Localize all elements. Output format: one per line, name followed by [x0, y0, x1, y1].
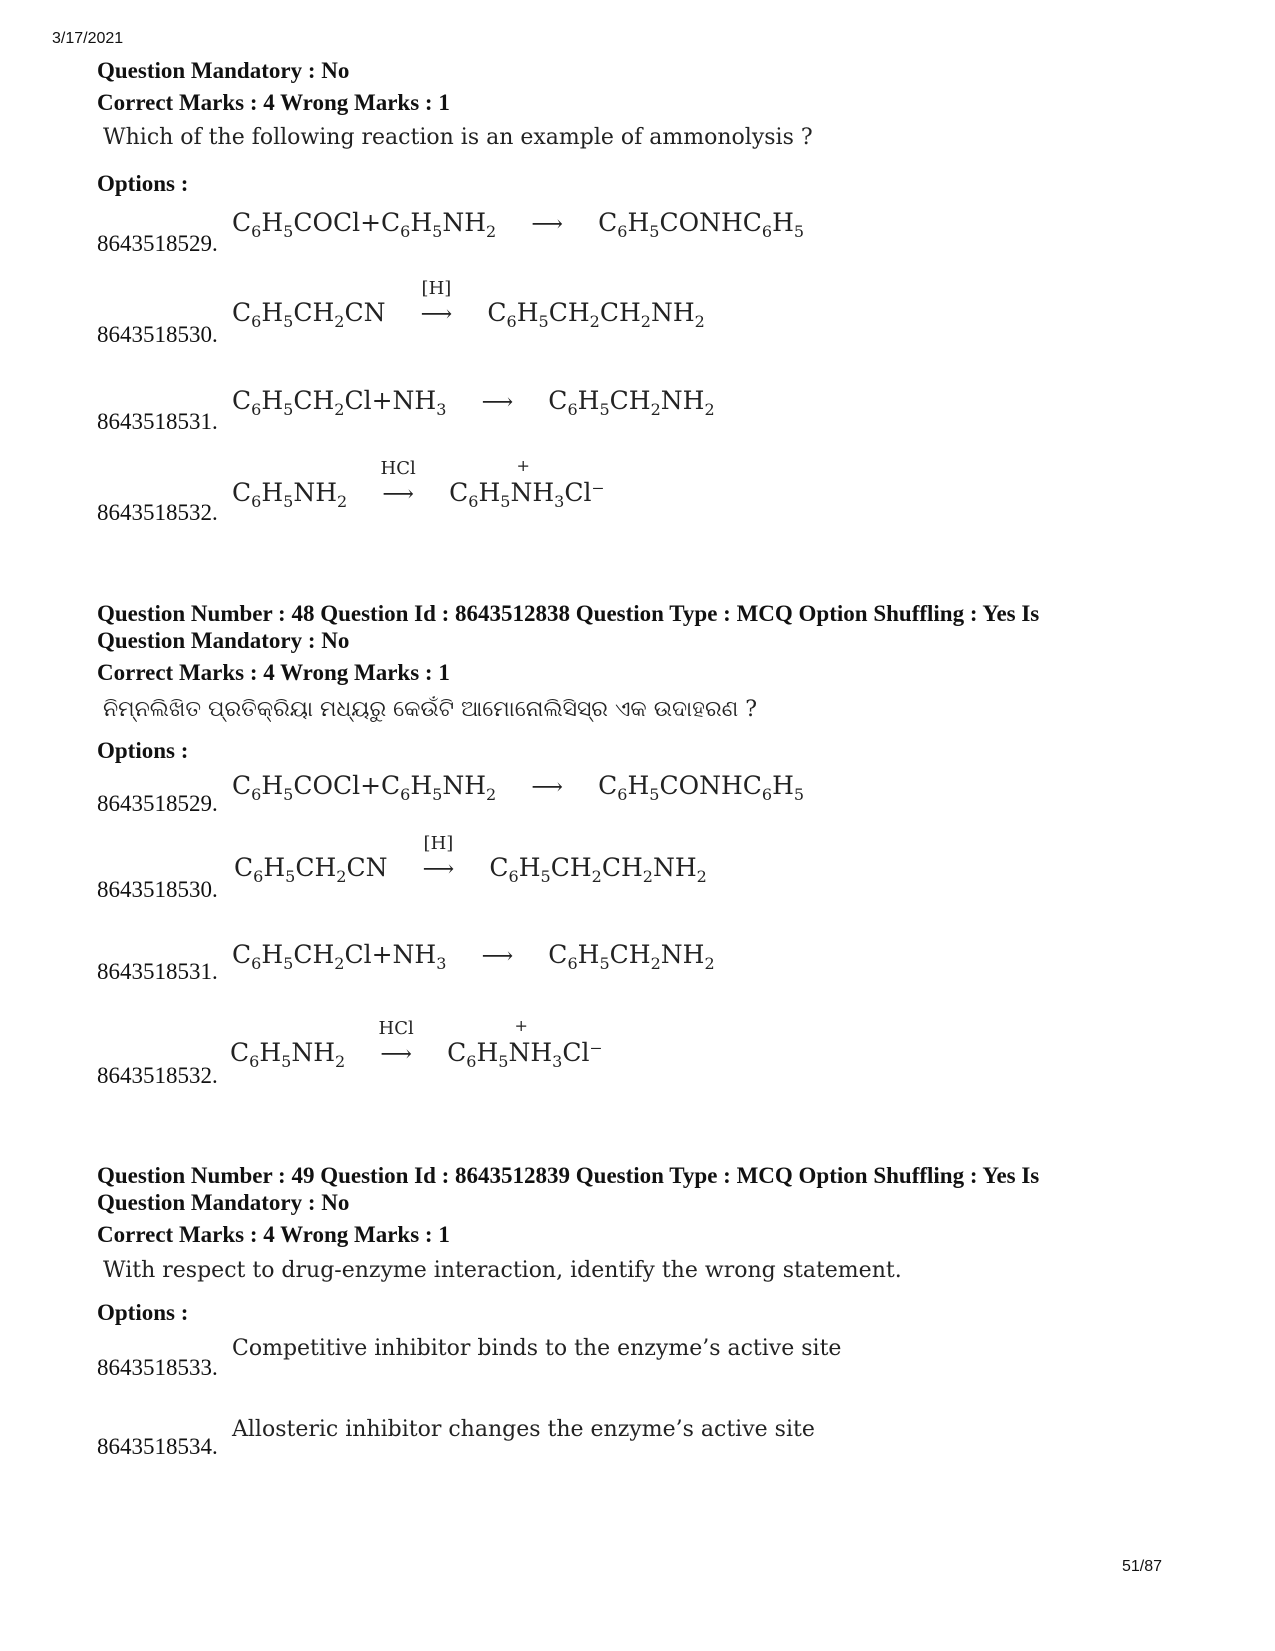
q49-options-label: Options :	[97, 1300, 189, 1325]
q48-option-formula: $C_6H_5CH_2CN$ [H] ⟶ $C_6H_5CH_2CH_2NH_2$	[234, 833, 707, 886]
q47-question-text: Which of the following reaction is an example of ammonolysis ?	[103, 125, 813, 150]
q48-option-formula: $C_6H_5CH_2Cl+NH_3$ ⟶ $C_6H_5CH_2NH_2$	[232, 940, 715, 973]
q47-option-id: 8643518530.	[97, 322, 218, 347]
q48-header: Question Number : 48 Question Id : 8643512838 Question Type : MCQ Option Shuffling : Yes Is	[97, 601, 1040, 626]
q47-option-id: 8643518532.	[97, 500, 218, 525]
q47-mandatory: Question Mandatory : No	[97, 58, 350, 83]
q48-marks: Correct Marks : 4 Wrong Marks : 1	[97, 660, 450, 685]
q48-option-formula: $C_6H_5NH_2$ HCl ⟶ $C_6H_5$ + $NH_3Cl^-$	[230, 1016, 603, 1071]
page-number: 51/87	[1122, 1558, 1163, 1575]
q47-option-formula: $C_6H_5COCl+C_6H_5NH_2$ ⟶ $C_6H_5CONHC_6H_5$	[232, 208, 805, 241]
q47-option-id: 8643518531.	[97, 409, 218, 434]
q49-question-text: With respect to drug-enzyme interaction, identify the wrong statement.	[103, 1258, 902, 1283]
q49-marks: Correct Marks : 4 Wrong Marks : 1	[97, 1222, 450, 1247]
q49-option-text: Competitive inhibitor binds to the enzyme’s active site	[232, 1336, 842, 1361]
q49-mandatory: Question Mandatory : No	[97, 1190, 350, 1215]
q47-option-formula: $C_6H_5CH_2Cl+NH_3$ ⟶ $C_6H_5CH_2NH_2$	[232, 386, 715, 419]
q47-options-label: Options :	[97, 171, 189, 196]
q48-question-text: ନିମ୍ନଲିଖିତ ପ୍ରତିକ୍ରିୟା ମଧ୍ୟରୁ କେଉଁଟି ଆମୋନୋଲିସିସ୍‌ର ଏକ ଉଦାହରଣ ?	[103, 697, 758, 722]
q48-option-id: 8643518530.	[97, 877, 218, 902]
q47-option-id: 8643518529.	[97, 231, 218, 256]
q49-option-id: 8643518534.	[97, 1434, 218, 1459]
q47-marks: Correct Marks : 4 Wrong Marks : 1	[97, 90, 450, 115]
q48-option-formula: $C_6H_5COCl+C_6H_5NH_2$ ⟶ $C_6H_5CONHC_6H_5$	[232, 771, 805, 804]
q47-option-formula: $C_6H_5NH_2$ HCl ⟶ $C_6H_5$ + $NH_3Cl^-$	[232, 456, 605, 511]
q48-mandatory: Question Mandatory : No	[97, 628, 350, 653]
q49-option-id: 8643518533.	[97, 1355, 218, 1380]
q49-header: Question Number : 49 Question Id : 8643512839 Question Type : MCQ Option Shuffling : Yes Is	[97, 1163, 1040, 1188]
print-date: 3/17/2021	[52, 30, 124, 47]
q48-option-id: 8643518531.	[97, 959, 218, 984]
q48-options-label: Options :	[97, 738, 189, 763]
q47-option-formula: $C_6H_5CH_2CN$ [H] ⟶ $C_6H_5CH_2CH_2NH_2$	[232, 278, 705, 331]
q48-option-id: 8643518532.	[97, 1063, 218, 1088]
q48-option-id: 8643518529.	[97, 791, 218, 816]
q49-option-text: Allosteric inhibitor changes the enzyme’s active site	[232, 1417, 815, 1442]
